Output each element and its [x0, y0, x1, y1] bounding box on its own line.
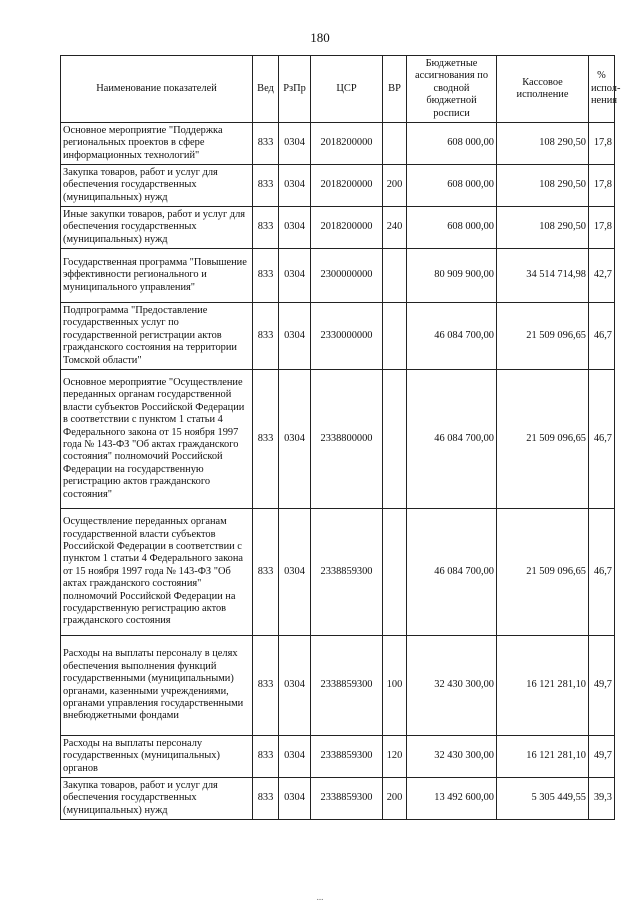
row-cash: 34 514 714,98: [497, 249, 589, 303]
row-budget: 32 430 300,00: [407, 636, 497, 736]
row-percent: 39,3: [589, 778, 615, 820]
header-budget: Бюджетные ассигнования по сводной бюджетной росписи: [407, 56, 497, 123]
row-cash: 108 290,50: [497, 207, 589, 249]
row-percent: 46,7: [589, 303, 615, 370]
row-rzpr: 0304: [279, 123, 311, 165]
table-row: [61, 123, 615, 165]
row-csr: 2018200000: [311, 165, 383, 207]
row-budget: 608 000,00: [407, 207, 497, 249]
row-vr: [383, 509, 407, 636]
row-vr: [383, 249, 407, 303]
row-percent: 17,8: [589, 165, 615, 207]
row-csr: 2338800000: [311, 370, 383, 509]
row-name: Основное мероприятие "Осуществление переданных органам государственной власти субъектов Российской Федерации в соответствии с пунктом 1 статьи 4 Федерального закона от 15 ноября 1997 года № 143-ФЗ "Об актах гражданского состояния" полномочий Российской Федерации на государственную регистрацию актов гражданского состояния": [61, 370, 253, 509]
row-cash: 16 121 281,10: [497, 736, 589, 778]
row-percent: 17,8: [589, 207, 615, 249]
row-name: Закупка товаров, работ и услуг для обеспечения государственных (муниципальных) нужд: [61, 165, 253, 207]
row-cash: 5 305 449,55: [497, 778, 589, 820]
row-name: Подпрограмма "Предоставление государственных услуг по государственной регистрации актов гражданского состояния на территории Томской области": [61, 303, 253, 370]
row-rzpr: 0304: [279, 207, 311, 249]
row-vr: [383, 370, 407, 509]
row-csr: 2338859300: [311, 636, 383, 736]
table-row: [61, 736, 615, 778]
row-name: Расходы на выплаты персоналу в целях обеспечения выполнения функций государственными (муниципальными) органами, казенными учреждениями, органами управления государственными внебюджетными фондами: [61, 636, 253, 736]
row-vr: 200: [383, 778, 407, 820]
row-ved: 833: [253, 636, 279, 736]
header-csr: ЦСР: [311, 56, 383, 123]
row-cash: 16 121 281,10: [497, 636, 589, 736]
row-percent: 49,7: [589, 636, 615, 736]
row-ved: 833: [253, 165, 279, 207]
row-csr: 2338859300: [311, 736, 383, 778]
page-number: 180: [310, 30, 330, 45]
row-csr: 2338859300: [311, 778, 383, 820]
row-rzpr: 0304: [279, 509, 311, 636]
row-rzpr: 0304: [279, 303, 311, 370]
row-name: Основное мероприятие "Поддержка региональных проектов в сфере информационных технологий": [61, 123, 253, 165]
row-vr: 120: [383, 736, 407, 778]
header-vr: ВР: [383, 56, 407, 123]
row-rzpr: 0304: [279, 249, 311, 303]
table-row: [61, 303, 615, 370]
row-percent: 49,7: [589, 736, 615, 778]
row-name: Закупка товаров, работ и услуг для обеспечения государственных (муниципальных) нужд: [61, 778, 253, 820]
row-rzpr: 0304: [279, 778, 311, 820]
row-cash: 108 290,50: [497, 123, 589, 165]
row-vr: [383, 303, 407, 370]
row-budget: 608 000,00: [407, 123, 497, 165]
budget-table: [60, 55, 621, 820]
row-ved: 833: [253, 303, 279, 370]
table-row: [61, 509, 615, 636]
row-name: Государственная программа "Повышение эффективности регионального и муниципального управления": [61, 249, 253, 303]
row-budget: 46 084 700,00: [407, 303, 497, 370]
row-budget: 80 909 900,00: [407, 249, 497, 303]
table-row: [61, 249, 615, 303]
header-ved: Вед: [253, 56, 279, 123]
table-row: [61, 370, 615, 509]
row-ved: 833: [253, 123, 279, 165]
row-rzpr: 0304: [279, 165, 311, 207]
row-vr: 240: [383, 207, 407, 249]
row-budget: 32 430 300,00: [407, 736, 497, 778]
table-header-row: [61, 56, 615, 123]
row-csr: 2018200000: [311, 123, 383, 165]
table-row: [61, 778, 615, 820]
row-csr: 2300000000: [311, 249, 383, 303]
row-percent: 46,7: [589, 370, 615, 509]
row-vr: 200: [383, 165, 407, 207]
row-budget: 13 492 600,00: [407, 778, 497, 820]
table-row: [61, 207, 615, 249]
row-cash: 108 290,50: [497, 165, 589, 207]
row-name: Иные закупки товаров, работ и услуг для обеспечения государственных (муниципальных) нужд: [61, 207, 253, 249]
header-percent: % испол-нения: [589, 56, 615, 123]
header-rzpr: РзПр: [279, 56, 311, 123]
row-percent: 17,8: [589, 123, 615, 165]
table-row: [61, 636, 615, 736]
row-cash: 21 509 096,65: [497, 509, 589, 636]
row-rzpr: 0304: [279, 736, 311, 778]
table-row: [61, 165, 615, 207]
row-ved: 833: [253, 736, 279, 778]
row-ved: 833: [253, 370, 279, 509]
row-budget: 46 084 700,00: [407, 509, 497, 636]
row-percent: 42,7: [589, 249, 615, 303]
row-csr: 2018200000: [311, 207, 383, 249]
row-vr: 100: [383, 636, 407, 736]
header-name: Наименование показателей: [61, 56, 253, 123]
row-name: Расходы на выплаты персоналу государственных (муниципальных) органов: [61, 736, 253, 778]
row-rzpr: 0304: [279, 370, 311, 509]
row-ved: 833: [253, 509, 279, 636]
row-cash: 21 509 096,65: [497, 370, 589, 509]
row-budget: 608 000,00: [407, 165, 497, 207]
row-ved: 833: [253, 778, 279, 820]
header-cash: Кассовое исполнение: [497, 56, 589, 123]
row-name: Осуществление переданных органам государственной власти субъектов Российской Федерации в соответствии с пунктом 1 статьи 4 Федерального закона от 15 ноября 1997 года № 143-ФЗ "Об актах гражданского состояния" полномочий Российской Федерации на государственную регистрацию актов гражданского состояния: [61, 509, 253, 636]
row-ved: 833: [253, 207, 279, 249]
row-vr: [383, 123, 407, 165]
row-csr: 2330000000: [311, 303, 383, 370]
row-ved: 833: [253, 249, 279, 303]
row-rzpr: 0304: [279, 636, 311, 736]
row-percent: 46,7: [589, 509, 615, 636]
row-budget: 46 084 700,00: [407, 370, 497, 509]
footer-mark: ...: [316, 892, 324, 902]
row-cash: 21 509 096,65: [497, 303, 589, 370]
row-csr: 2338859300: [311, 509, 383, 636]
